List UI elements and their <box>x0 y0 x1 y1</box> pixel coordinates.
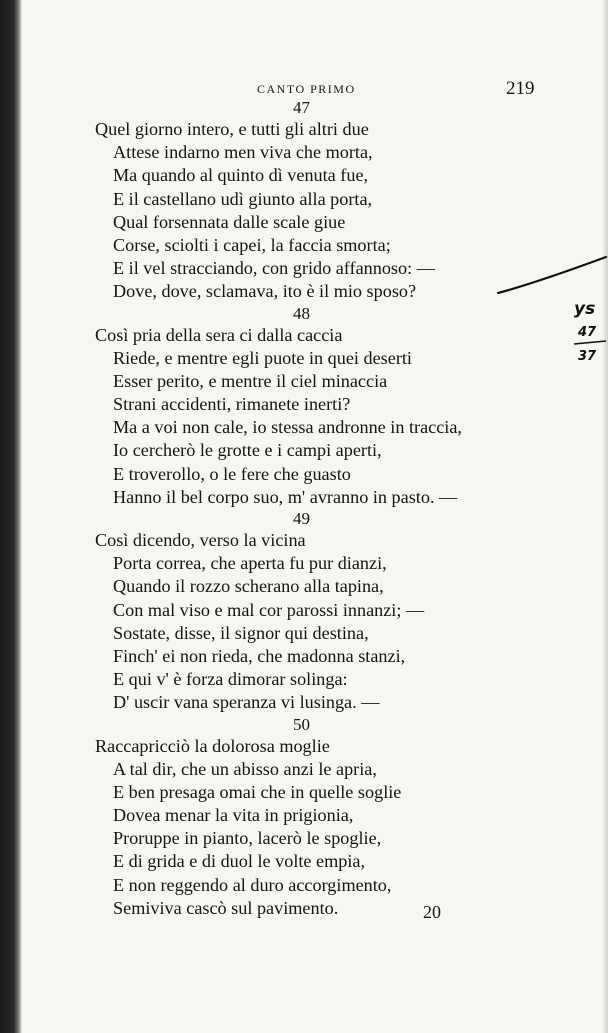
verse-line: Dove, dove, sclamava, ito è il mio sposo? <box>113 281 417 302</box>
verse-line: Esser perito, e mentre il ciel minaccia <box>113 370 388 391</box>
margin-note-line: ys <box>574 299 596 319</box>
verse-line: Sostate, disse, il signor qui destina, <box>113 622 369 643</box>
verse-line: Riede, e mentre egli puote in quei deserti <box>113 347 412 368</box>
stanza-number: 49 <box>293 509 310 528</box>
verse-line: Quando il rozzo scherano alla tapina, <box>113 576 384 597</box>
stanza-49 <box>0 509 608 715</box>
verse-line: E ben presaga omai che in quelle soglie <box>113 781 402 802</box>
verse-line: E troverollo, o le fere che guasto <box>113 463 351 484</box>
verse-line: Strani accidenti, rimanete inerti? <box>113 394 351 415</box>
verse-line: E di grida e di duol le volte empia, <box>113 851 366 872</box>
verse-line: Attese indarno men viva che morta, <box>113 142 373 163</box>
verse-line: E il castellano udì giunto alla porta, <box>113 188 373 209</box>
verse-line: Corse, sciolti i capei, la faccia smorta; <box>113 234 391 255</box>
verse-line: Così dicendo, verso la vicina <box>95 530 306 550</box>
verse-line: Ma quando al quinto dì venuta fue, <box>113 165 369 186</box>
stanza-number: 50 <box>293 714 310 734</box>
verse-line: Con mal viso e mal cor parossi innanzi; — <box>113 599 425 620</box>
verse-line: Qual forsennata dalle scale giue <box>113 211 346 232</box>
margin-note-line: 37 <box>578 349 597 364</box>
verse-line: E non reggendo al duro accorgimento, <box>113 874 392 895</box>
verse-line: Semiviva cascò sul pavimento. <box>113 897 339 918</box>
verse-line: Ma a voi non cale, io stessa andronne in traccia, <box>113 417 462 438</box>
verse-line: Dovea menar la vita in prigionia, <box>113 805 354 826</box>
handwritten-margin-note <box>488 255 608 375</box>
verse-line: D' uscir vana speranza vi lusinga. — <box>113 692 380 713</box>
verse-line: Finch' ei non rieda, che madonna stanzi, <box>113 645 406 666</box>
verse-line: Io cercherò le grotte e i campi aperti, <box>113 440 382 461</box>
verse-line: E il vel stracciando, con grido affannoso: — <box>113 258 435 279</box>
printer-signature-mark: 20 <box>423 902 441 922</box>
verse-line: E qui v' è forza dimorar solinga: <box>113 669 348 690</box>
verse-line: Così pria della sera ci dalla caccia <box>95 324 343 345</box>
running-title: CANTO PRIMO <box>257 82 356 96</box>
verse-line: Hanno il bel corpo suo, m' avranno in pasto. — <box>113 486 458 507</box>
verse-line: A tal dir, che un abisso anzi le apria, <box>113 758 377 779</box>
verse-line: Porta correa, che aperta fu pur dianzi, <box>113 553 387 574</box>
verse-line: Proruppe in pianto, lacerò le spoglie, <box>113 828 382 849</box>
verse-line: Quel giorno intero, e tutti gli altri due <box>95 119 369 139</box>
stanza-50 <box>0 715 608 921</box>
poem-text <box>0 98 608 920</box>
stanza-number: 47 <box>293 98 310 117</box>
margin-note-line: 47 <box>578 325 597 340</box>
underline-stroke-icon <box>488 255 608 375</box>
verse-line: Raccapricciò la dolorosa moglie <box>95 735 330 756</box>
page-number: 219 <box>506 78 535 99</box>
stanza-number: 48 <box>293 303 310 323</box>
